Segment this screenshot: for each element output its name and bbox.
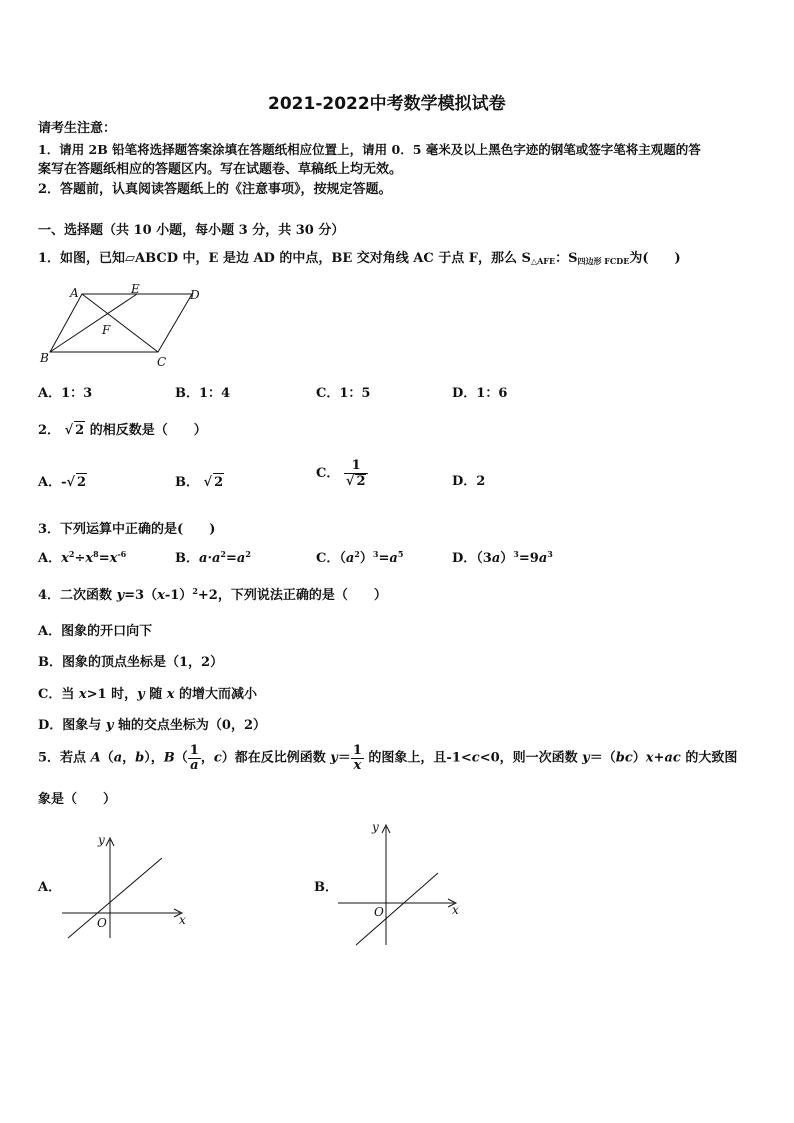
q5-fraction-1-over-a: $\frac{1}{a}$ xyxy=(189,743,199,773)
q1-option-a[interactable]: A．1：3 xyxy=(38,386,93,401)
q5-option-a-label[interactable]: A． xyxy=(38,880,62,895)
q4-stem: 4．二次函数 $y=3(x-1)^2+2$，下列说法正确的是（ ） xyxy=(38,586,387,603)
q1-label-e: E xyxy=(131,282,140,296)
q5-option-b-graph[interactable] xyxy=(334,815,474,950)
q5-a-axis-y: y xyxy=(98,833,105,847)
q1-option-b[interactable]: B．1：4 xyxy=(175,386,231,401)
q2-radical: 2 xyxy=(75,423,85,438)
section-heading: 一、选择题（共 10 小题，每小题 3 分，共 30 分） xyxy=(38,223,345,238)
q5-stem: 5．若点 A（a，b），B（ $\frac{1}{a}$ ，c）都在反比例函数 y＝ $\frac{1}{x}$ 的图象上，且-1<c<0，则一次函数 y＝（bc）x+ac 的大致图 xyxy=(38,743,738,773)
q4-option-c[interactable]: C．当 x>1 时，y 随 x 的增大而减小 xyxy=(38,687,258,702)
q2-option-c[interactable]: C． $\frac{1}{√ 2}$ xyxy=(316,459,368,489)
q5-option-b-label[interactable]: B． xyxy=(314,880,338,895)
q5-b-axis-y: y xyxy=(372,820,379,834)
q3-option-d[interactable]: D．$(3a)^3=9a^3$ xyxy=(452,549,553,566)
notice-line-1a: 1．请用 2B 铅笔将选择题答案涂填在答题纸相应位置上，请用 0．5 毫米及以上黑色字迹的钢笔或签字笔将主观题的答 xyxy=(38,142,701,157)
q3-stem: 3．下列运算中正确的是( ) xyxy=(38,522,216,537)
q1-stem: 1．如图，已知▱ABCD 中，E 是边 AD 的中点，BE 交对角线 AC 于点 F，那么 $S_{\triangle AFE}$：$S_{四边形 FCDE}$为( ) xyxy=(38,251,681,266)
q1-label-a: A xyxy=(70,286,79,300)
q1-label-b: B xyxy=(40,351,49,365)
q3-option-a[interactable]: A．$x^2\div x^8=x^{-6}$ xyxy=(38,549,127,566)
q2-option-a[interactable]: A．-√ 2 xyxy=(38,475,87,490)
q1-label-f: F xyxy=(102,323,111,337)
q2-fraction: $\frac{1}{√ 2}$ xyxy=(344,459,369,489)
q1-label-d: D xyxy=(190,288,200,302)
q5-option-a-graph[interactable] xyxy=(58,828,198,948)
q5-fraction-1-over-x: $\frac{1}{x}$ xyxy=(352,743,362,773)
q3-option-b[interactable]: B．$a\cdot a^2=a^2$ xyxy=(175,549,251,566)
page-title: 2021-2022中考数学模拟试卷 xyxy=(268,94,506,114)
notice-heading: 请考生注意： xyxy=(38,121,117,136)
q4-option-d[interactable]: D．图象与 y 轴的交点坐标为（0，2） xyxy=(38,718,266,733)
q4-option-a[interactable]: A．图象的开口向下 xyxy=(38,624,153,639)
notice-line-2: 2．答题前，认真阅读答题纸上的《注意事项》，按规定答题。 xyxy=(38,182,392,197)
q1-option-c[interactable]: C．1：5 xyxy=(316,386,371,401)
q2-option-b[interactable]: B． √ 2 xyxy=(175,475,224,490)
q5-b-axis-x: x xyxy=(452,903,459,917)
q5-a-origin: O xyxy=(97,916,107,930)
q4-option-b[interactable]: B．图象的顶点坐标是（1，2） xyxy=(38,655,224,670)
q2-stem: 2． √ 2 的相反数是（ ） xyxy=(38,423,207,438)
q5-b-origin: O xyxy=(374,905,384,919)
q5-stem-line-2: 象是（ ） xyxy=(38,792,117,807)
q1-parallelogram-figure xyxy=(36,282,206,372)
q2-option-d[interactable]: D．2 xyxy=(452,474,486,489)
notice-line-1b: 案写在答题纸相应的答题区内。写在试题卷、草稿纸上均无效。 xyxy=(38,162,403,177)
q5-a-axis-x: x xyxy=(179,913,186,927)
q1-option-d[interactable]: D．1：6 xyxy=(452,386,508,401)
q1-label-c: C xyxy=(157,355,167,369)
q3-option-c[interactable]: C．$(a^2)^3=a^5$ xyxy=(316,549,404,566)
